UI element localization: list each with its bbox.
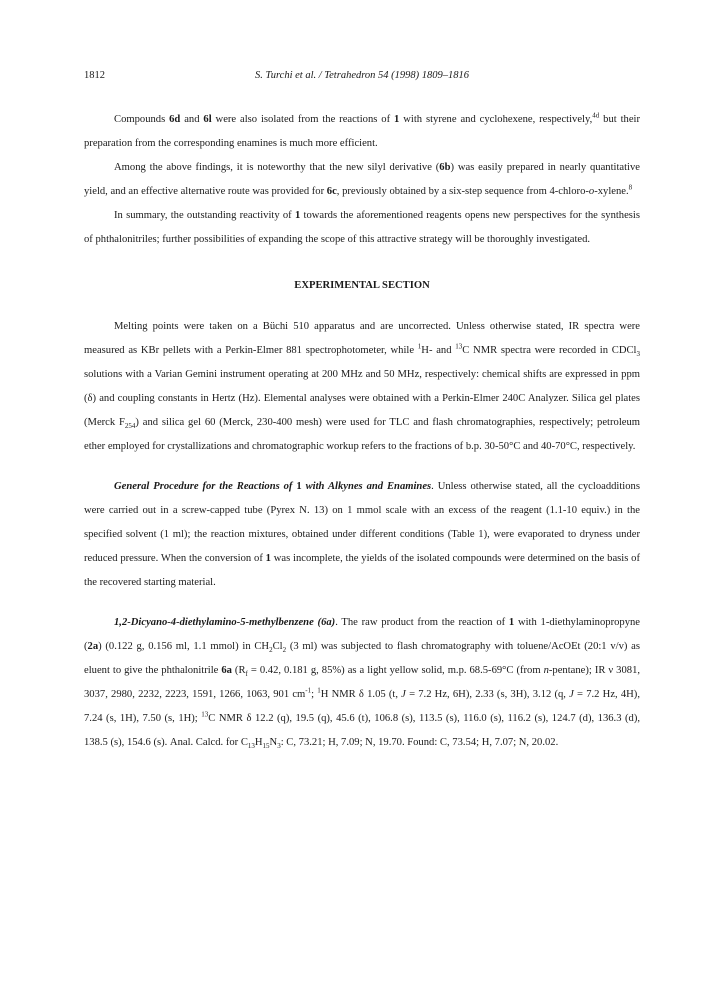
- paragraph-general-methods: Melting points were taken on a Büchi 510 apparatus and are uncorrected. Unless otherwise stated, IR spectra were measured as KBr pellets with a Perkin-Elmer 881 spectrophotometer, while $^1$H- and $^{13}$C NMR spectra were recorded in CDCl$_3$ solutions with a Varian Gemini instrument operating at 200 MHz and 50 MHz, respectively: chemical shifts are expressed in ppm (δ) and coupling constants in Hertz (Hz). Elemental analyses were obtained with a Perkin-Elmer 240C Analyzer. Silica gel plates (Merck $F_{254}$) and silica gel 60 (Merck, 230-400 mesh) were used for TLC and flash chromatographies, respectively; petroleum ether employed for crystallizations and chromatographic workup refers to the fractions of b.p. 30-50°C and 40-70°C, respectively.: [84, 321, 641, 452]
- page-number: 1812: [84, 70, 105, 81]
- section-title: EXPERIMENTAL SECTION: [294, 280, 430, 291]
- running-title: S. Turchi et al. / Tetrahedron 54 (1998) 1809–1816: [254, 70, 470, 81]
- paragraph-compounds: Compounds 6d and 6l were also isolated from the reactions of 1 with styrene and cyclohexene, respectively,$^{4d}$ but their preparation from the corresponding enamines is much more efficient.: [84, 111, 641, 149]
- paragraph-general-procedure: General Procedure for the Reactions of 1 with Alkynes and Enamines. Unless otherwise stated, all the cycloadditions were carried out in a screw-capped tube (Pyrex N. 13) on 1 mmol scale with an excess of the reagent (1.1-10 equiv.) in the specified solvent (1 ml); the reaction mixtures, obtained under different conditions (Table 1), were evaporated to dryness under reduced pressure. When the conversion of 1 was incomplete, the yields of the isolated compounds were determined on the basis of the recovered starting material.: [84, 481, 640, 588]
- page-body: [84, 108, 640, 755]
- paragraph-compound-6a: 1,2-Dicyano-4-diethylamino-5-methylbenzene (6a). The raw product from the reaction of 1 with 1-diethylaminopropyne (2a) (0.122 g, 0.156 ml, 1.1 mmol) in $CH_2Cl_2$ (3 ml) was subjected to flash chromatography with toluene/AcOEt (20:1 v/v) as eluent to give the phthalonitrile 6a ($R_f = 0.42$, 0.181 g, 85%) as a light yellow solid, m.p. 68.5-69°C (from n-pentane); IR ν 3081, 3037, 2980, 2232, 2223, 1591, 1266, 1063, 901 $cm^{-1}$; $^1$H NMR δ 1.05 (t, J = 7.2 Hz, 6H), 2.33 (s, 3H), 3.12 (q, J = 7.2 Hz, 4H), 7.24 (s, 1H), 7.50 (s, 1H); $^{13}$C NMR δ 12.2 (q), 19.5 (q), 45.6 (t), 106.8 (s), 113.5 (s), 116.0 (s), 116.2 (s), 124.7 (d), 136.3 (d), 138.5 (s), 154.6 (s). Anal. Calcd. for $C_{13}H_{15}N_3$: C, 73.21; H, 7.09; N, 19.70. Found: C, 73.54; H, 7.07; N, 20.02.: [84, 617, 641, 751]
- citation-superscript: 8: [628, 183, 633, 192]
- paragraph-findings: Among the above findings, it is noteworthy that the new silyl derivative (6b) was easily prepared in nearly quantitative yield, and an effective alternative route was provided for 6c, previously obtained by a six-step sequence from 4-chloro-o-xylene.$^8$: [84, 162, 640, 197]
- citation-superscript: 4d: [592, 111, 600, 120]
- running-header: [84, 70, 640, 86]
- paragraph-summary: In summary, the outstanding reactivity of 1 towards the aforementioned reagents opens new perspectives for the synthesis of phthalonitriles; further possibilities of expanding the scope of this attractive strategy will be thoroughly investigated.: [84, 210, 640, 245]
